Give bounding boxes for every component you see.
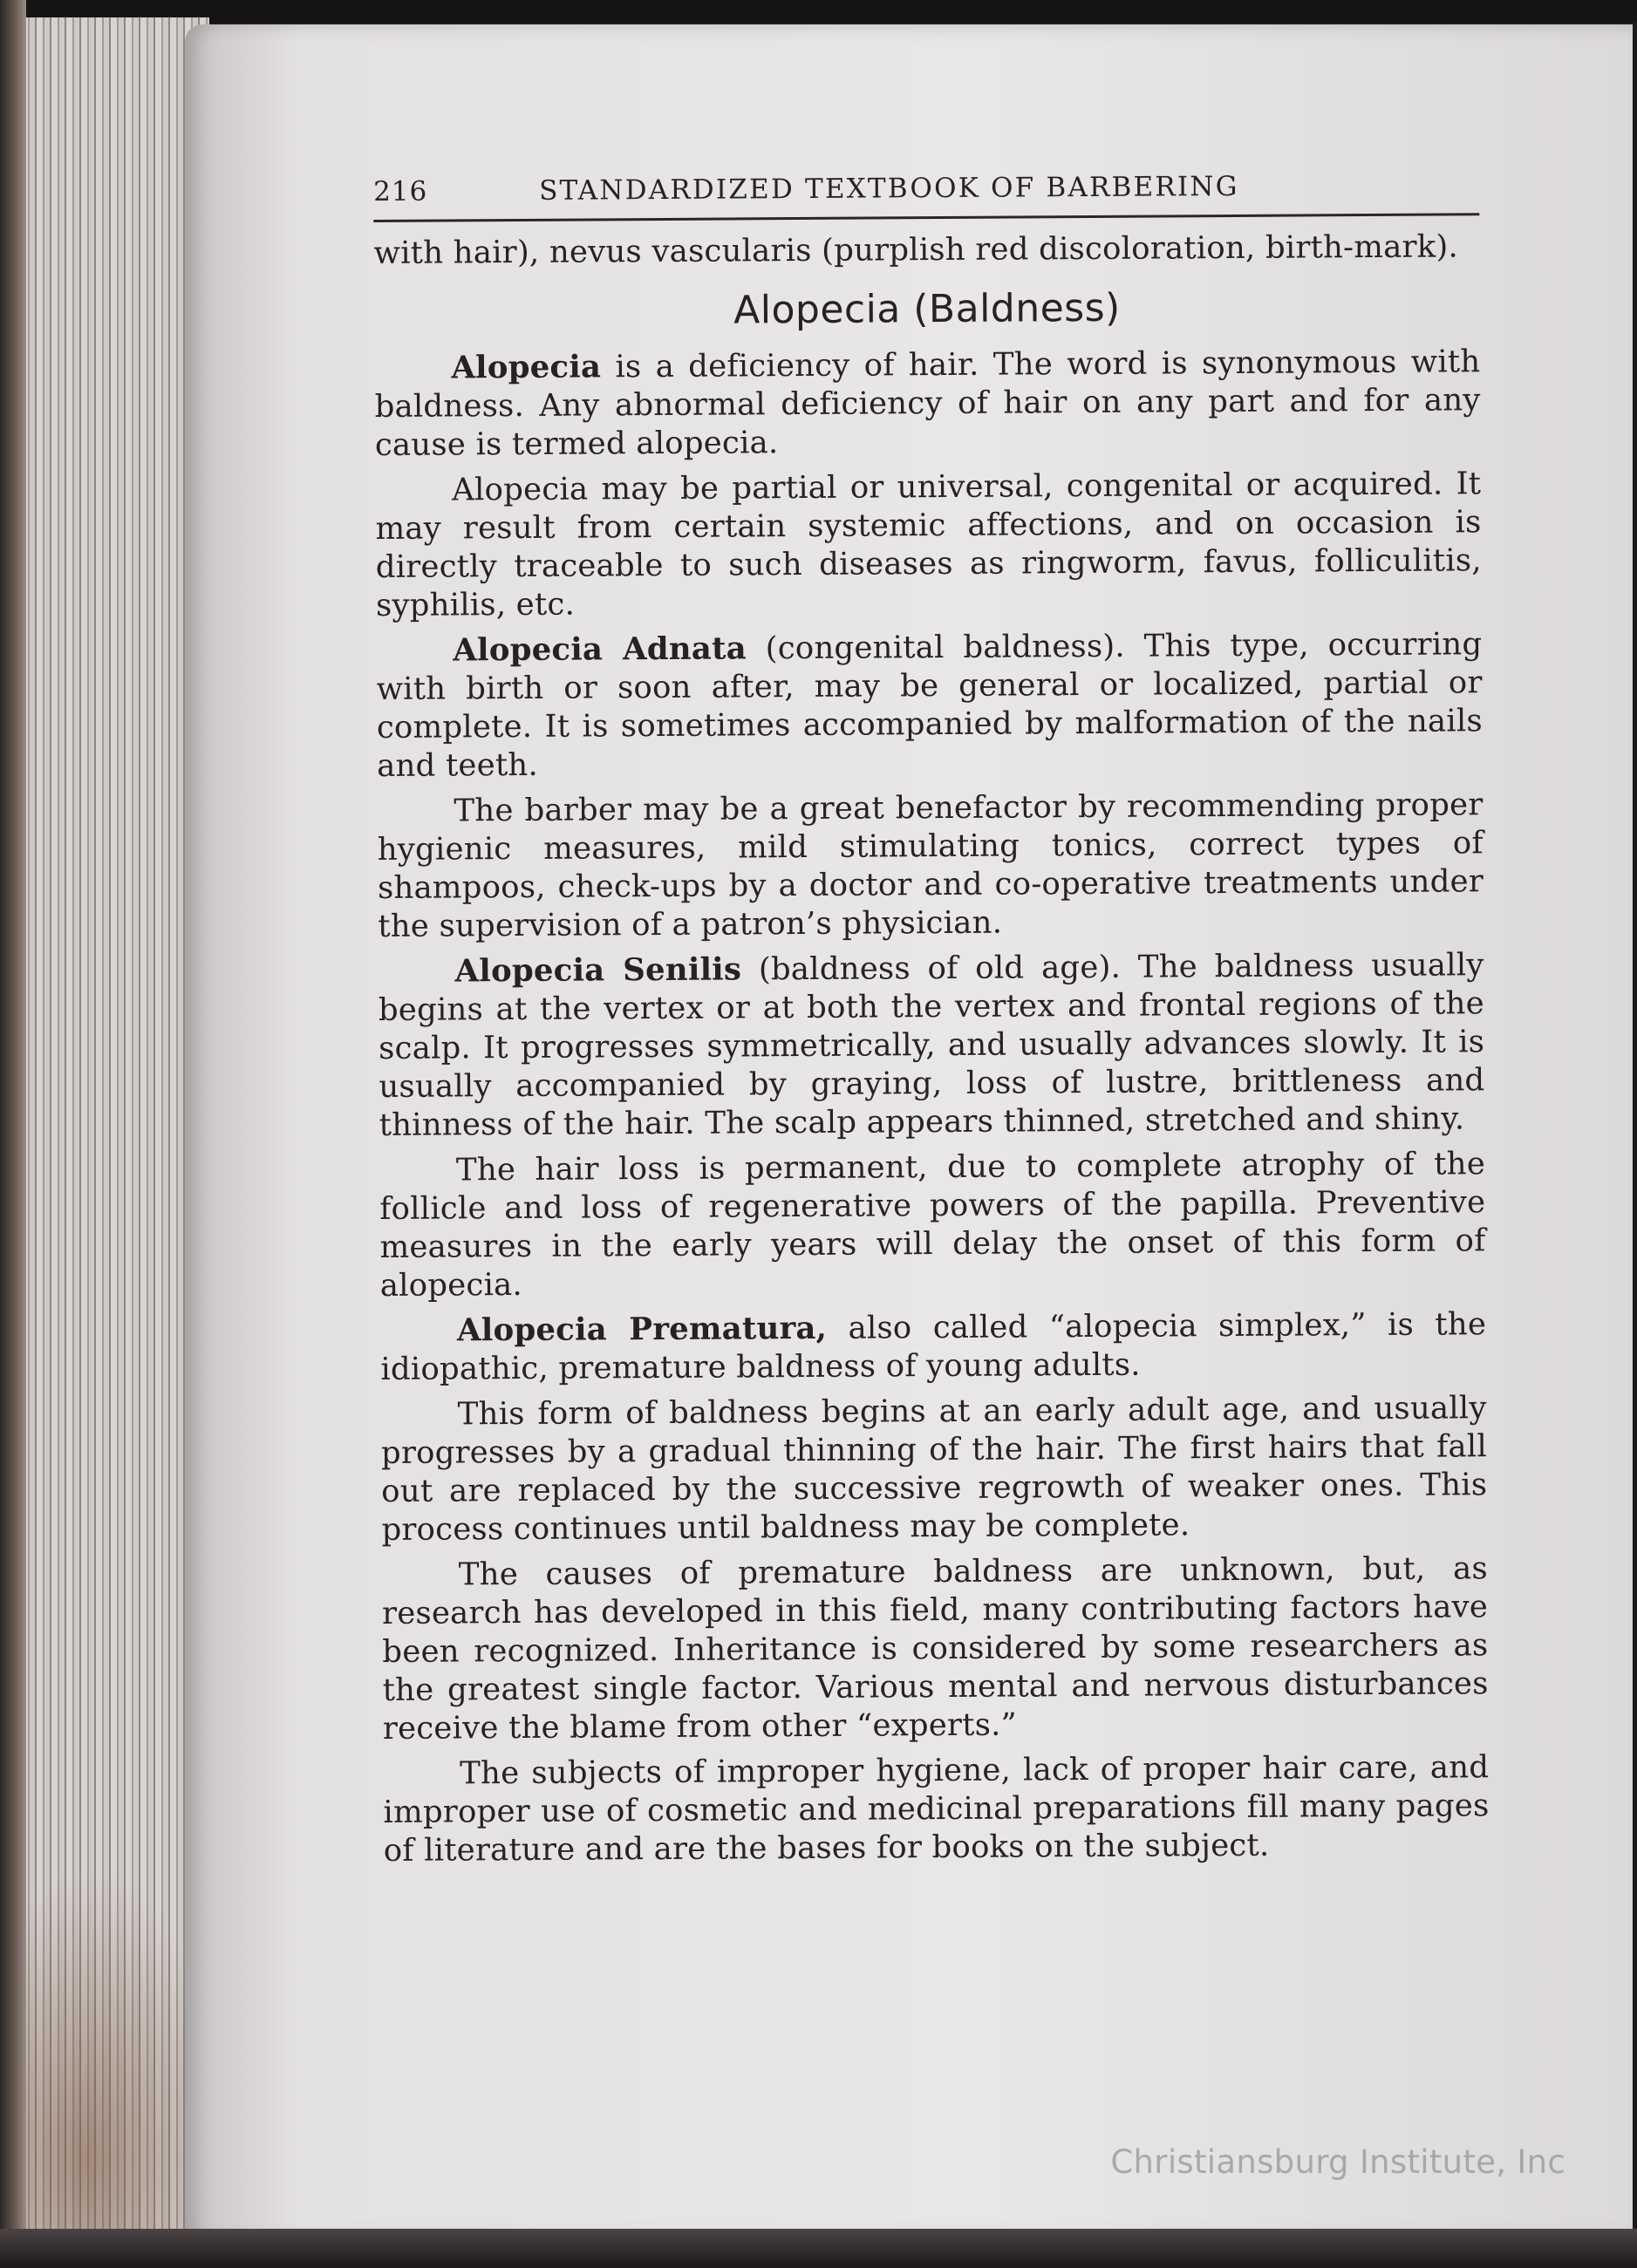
paragraph [379, 1145, 1486, 1305]
paragraph-text: (congenital baldness). This type, occurring with birth or soon after, may be general or localized, partial or complete. It is sometimes accompanied by malformation of the nails and teeth. [376, 626, 1483, 784]
paragraph [376, 625, 1483, 786]
paragraph-text: Alopecia may be partial or universal, congenital or acquired. It may result from certain systemic affections, and on occasion is directly traceable to such diseases as ringworm, favus, folliculitis, syphilis, etc. [375, 466, 1482, 623]
paragraph-text: The hair loss is permanent, due to complete atrophy of the follicle and loss of regenerative powers of the papilla. Preventive measures in the early years will delay the onset of this form of alopecia. [379, 1146, 1486, 1304]
section-heading: Alopecia (Baldness) [733, 285, 1121, 333]
continuation-text: with hair), nevus vascularis (purplish red discoloration, birth-mark). [373, 228, 1459, 271]
bottom-shadow [0, 2229, 1637, 2268]
paragraph [378, 946, 1484, 1145]
page-number: 216 [373, 175, 428, 208]
paragraph [375, 465, 1482, 625]
paragraph [382, 1549, 1489, 1748]
paragraph-term: Alopecia Adnata [453, 630, 747, 669]
watermark: Christiansburg Institute, Inc [1110, 2143, 1565, 2181]
paragraph-text: is a deficiency of hair. The word is synonymous with baldness. Any abnormal deficiency of hair on any part and for any cause is termed alopecia. [374, 344, 1481, 463]
paragraph [381, 1389, 1488, 1549]
paragraph-term: Alopecia [451, 349, 602, 386]
book-title: STANDARDIZED TEXTBOOK OF BARBERING [539, 170, 1239, 207]
paragraph [383, 1748, 1490, 1870]
paragraph-text: The causes of premature baldness are unknown, but, as research has developed in this field, many contributing factors have been recognized. Inheritance is considered by some researchers as the greatest single factor. Various mental and nervous disturbances receive the blame from other “experts.” [381, 1550, 1489, 1747]
paragraph [380, 1305, 1487, 1389]
paragraph-term: Alopecia Prematura, [456, 1310, 828, 1349]
paragraph-text: also called “alopecia simplex,” is the idiopathic, premature baldness of young adults. [380, 1306, 1487, 1387]
book-spine-edge [0, 0, 26, 2268]
paragraph [374, 343, 1481, 465]
page-content [373, 166, 1490, 1877]
paragraph-text: This form of baldness begins at an early adult age, and usually progresses by a gradual thinning of the hair. The first hairs that fall out are replaced by the successive regrowth of weaker ones. This process continues until baldness may be complete. [380, 1390, 1488, 1548]
paragraph-text: (baldness of old age). The baldness usually begins at the vertex or at both the vertex and frontal regions of the scalp. It progresses symmetrically, and usually advances slowly. It is usually accompanied by graying, loss of lustre, brittleness and thinness of the hair. The scalp appears thinned, stretched and shiny. [378, 947, 1485, 1143]
running-head [373, 166, 1479, 222]
paragraph-text: The barber may be a great benefactor by recommending proper hygienic measures, mild stimulating tonics, correct types of shampoos, check-ups by a doctor and co-operative treatments under the supervision of a patron’s physician. [377, 787, 1484, 944]
paragraph-text: The subjects of improper hygiene, lack of proper hair care, and improper use of cosmetic and medicinal preparations fill many pages of literature and are the bases for books on the subject. [383, 1749, 1490, 1869]
top-shadow [0, 0, 1637, 23]
paragraph [377, 786, 1484, 946]
paragraph-term: Alopecia Senilis [454, 951, 742, 990]
